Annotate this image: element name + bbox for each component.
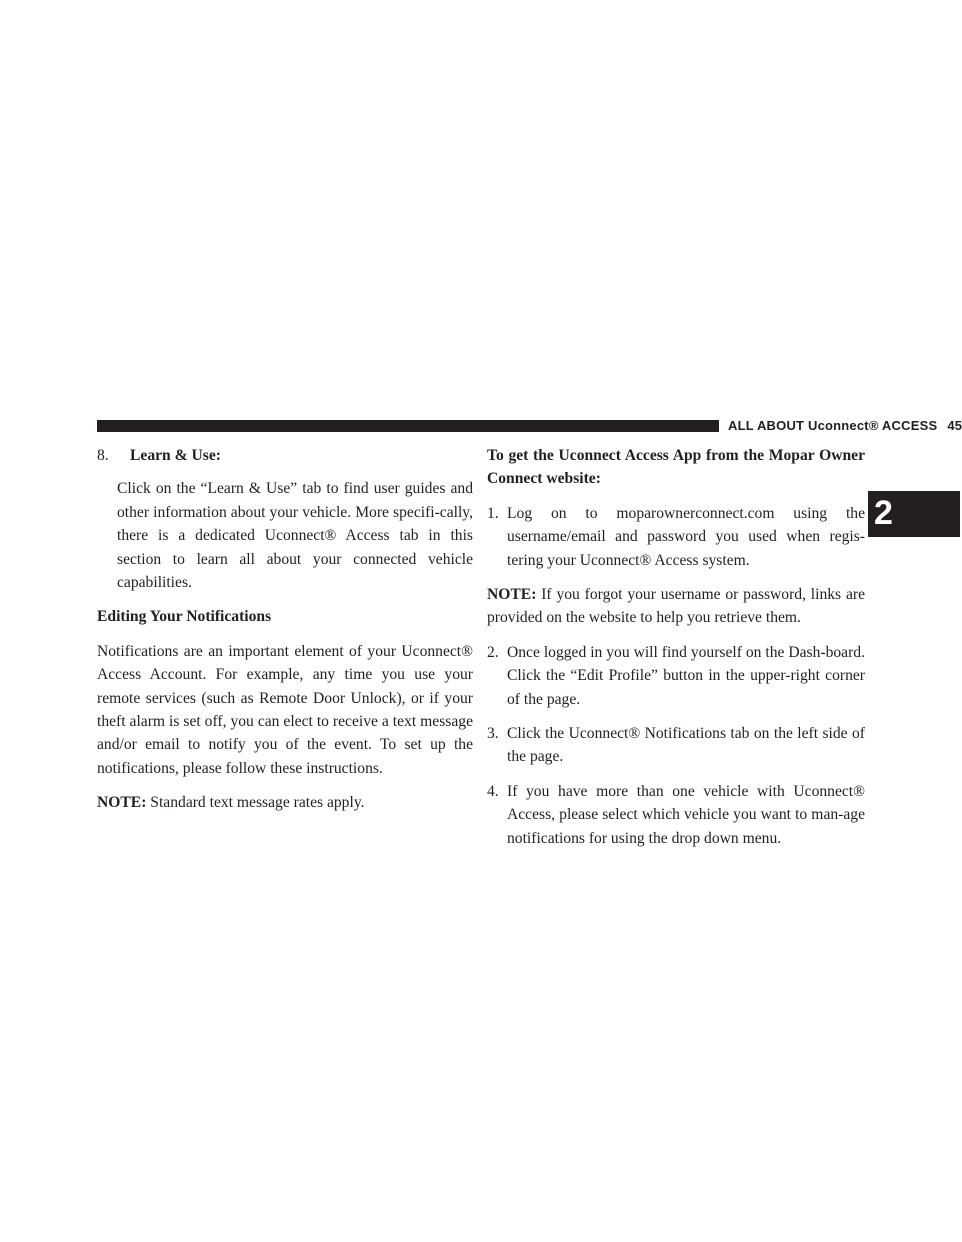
note-text: Standard text message rates apply. [150, 794, 365, 812]
item-number: 8. [97, 447, 109, 464]
list-item [487, 780, 865, 850]
step-text: If you have more than one vehicle with Uconnect® Access, please select which vehicle you want to man-age notifications for using the drop down menu. [507, 782, 865, 847]
item-body: Click on the “Learn & Use” tab to find user guides and other information about your vehicle. More specifi-cally, there is a dedicated Uconnect® Access tab in this section to learn all about your connected vehicle capabilities. [117, 480, 473, 592]
step-number: 2. [487, 643, 499, 661]
step-number: 4. [487, 782, 499, 800]
section-heading: To get the Uconnect Access App from the Mopar Owner Connect website: [487, 447, 865, 488]
left-column [97, 444, 473, 815]
list-item [487, 502, 865, 572]
step-number: 1. [487, 504, 499, 522]
note-label: NOTE: [97, 794, 147, 812]
step-text: Once logged in you will find yourself on the Dash-board. Click the “Edit Profile” button in the upper-right corner of the page. [507, 643, 865, 708]
list-item [487, 722, 865, 769]
page-number: 45 [947, 418, 962, 433]
step-text: Log on to moparownerconnect.com using the username/email and password you used when regis-tering your Uconnect® Access system. [507, 504, 865, 569]
chapter-number: 2 [874, 494, 893, 532]
note-label: NOTE: [487, 586, 537, 604]
step-text: Click the Uconnect® Notifications tab on the left side of the page. [507, 725, 865, 766]
list-item-heading [97, 444, 473, 467]
header-rule [97, 420, 719, 432]
section-heading: Editing Your Notifications [97, 608, 272, 626]
note [97, 791, 473, 814]
header-title: ALL ABOUT Uconnect® ACCESS [728, 418, 938, 433]
item-heading: Learn & Use: [130, 447, 221, 464]
chapter-tab [868, 491, 960, 537]
running-header [728, 418, 962, 433]
note-text: If you forgot your username or password, links are provided on the website to help you retrieve them. [487, 586, 865, 627]
step-number: 3. [487, 725, 499, 743]
body-paragraph: Notifications are an important element of your Uconnect® Access Account. For example, any time you use your remote services (such as Remote Door Unlock), or if your theft alarm is set off, you can elect to receive a text message and/or email to notify you of the event. To set up the notifications, please follow these instructions. [97, 642, 473, 777]
list-item [487, 641, 865, 711]
note [487, 583, 865, 630]
right-column [487, 444, 865, 861]
